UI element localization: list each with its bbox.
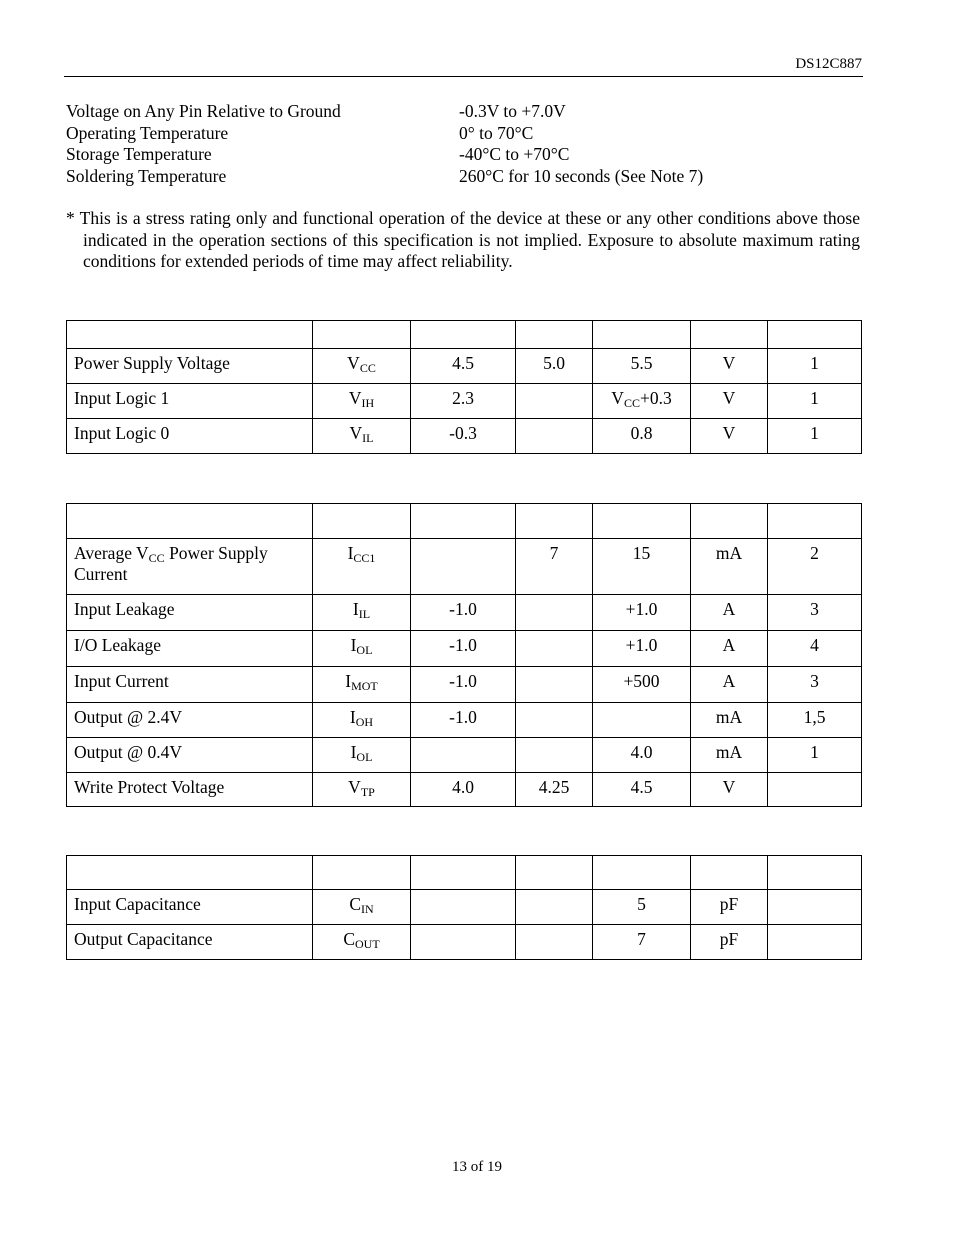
- typ-cell: [516, 595, 593, 631]
- notes-cell: 1: [768, 384, 862, 419]
- symbol-cell: $I_{CC1}$: [313, 539, 411, 595]
- typ-cell: [516, 419, 593, 454]
- dc-characteristics-table: [66, 503, 862, 807]
- rating-label: Voltage on Any Pin Relative to Ground: [66, 101, 341, 121]
- min-cell: 2.3: [411, 384, 516, 419]
- max-cell: 15: [593, 539, 691, 595]
- symbol-cell: $I_{IL}$: [313, 595, 411, 631]
- typ-cell: 4.25: [516, 773, 593, 807]
- min-cell: 4.5: [411, 349, 516, 384]
- typ-cell: 5.0: [516, 349, 593, 384]
- param-cell: Input Current: [67, 667, 313, 703]
- symbol-cell: $V_{IL}$: [313, 419, 411, 454]
- min-cell: [411, 890, 516, 925]
- typ-cell: [516, 890, 593, 925]
- rating-value: 260°C for 10 seconds (See Note 7): [459, 165, 704, 186]
- table-row: [67, 703, 862, 738]
- rating-label: Soldering Temperature: [66, 165, 227, 186]
- symbol-cell: $C_{IN}$: [313, 890, 411, 925]
- min-cell: 4.0: [411, 773, 516, 807]
- table-header-row: [67, 856, 862, 890]
- units-cell: A: [691, 667, 768, 703]
- typ-cell: [516, 925, 593, 960]
- max-cell: +500: [593, 667, 691, 703]
- min-cell: -1.0: [411, 667, 516, 703]
- table-row: [67, 539, 862, 595]
- symbol-cell: $I_{OL}$: [313, 738, 411, 773]
- table-row: [67, 738, 862, 773]
- max-cell: 4.5: [593, 773, 691, 807]
- min-cell: -0.3: [411, 419, 516, 454]
- rating-row: [66, 144, 703, 166]
- notes-cell: 1: [768, 419, 862, 454]
- typ-cell: [516, 384, 593, 419]
- max-cell: 5: [593, 890, 691, 925]
- max-cell: +1.0: [593, 595, 691, 631]
- max-cell: +1.0: [593, 631, 691, 667]
- param-cell: Input Capacitance: [67, 890, 313, 925]
- min-cell: [411, 738, 516, 773]
- max-cell: 0.8: [593, 419, 691, 454]
- operating-conditions-table: [66, 320, 862, 454]
- units-cell: pF: [691, 925, 768, 960]
- symbol-cell: $I_{OH}$: [313, 703, 411, 738]
- typ-cell: 7: [516, 539, 593, 595]
- units-cell: A: [691, 631, 768, 667]
- units-cell: mA: [691, 738, 768, 773]
- table-row: [67, 773, 862, 807]
- param-cell: Output @ 0.4V: [67, 738, 313, 773]
- header-rule: [64, 76, 863, 77]
- max-cell: 4.0: [593, 738, 691, 773]
- notes-cell: 1: [768, 349, 862, 384]
- units-cell: V: [691, 349, 768, 384]
- table-row: [67, 595, 862, 631]
- rating-value: 0° to 70°C: [459, 122, 534, 143]
- min-cell: [411, 925, 516, 960]
- min-cell: [411, 539, 516, 595]
- notes-cell: [768, 773, 862, 807]
- param-cell: Write Protect Voltage: [67, 773, 313, 807]
- units-cell: V: [691, 419, 768, 454]
- symbol-cell: $V_{CC}$: [313, 349, 411, 384]
- rating-label: Operating Temperature: [66, 122, 229, 143]
- typ-cell: [516, 631, 593, 667]
- table-row: [67, 384, 862, 419]
- notes-cell: 1: [768, 738, 862, 773]
- table-row: [67, 925, 862, 960]
- notes-cell: [768, 925, 862, 960]
- param-cell: Power Supply Voltage: [67, 349, 313, 384]
- min-cell: -1.0: [411, 703, 516, 738]
- param-cell: Input Logic 0: [67, 419, 313, 454]
- max-cell: 7: [593, 925, 691, 960]
- table-header-row: [67, 504, 862, 539]
- stress-note: * This is a stress rating only and functional operation of the device at these or any other conditions above those indicated in the operation sections of this specification is not implied. Exposure to absolute maximum rating conditions for extended periods of time may affect reliability.: [66, 208, 860, 271]
- absolute-ratings-list: [66, 101, 703, 187]
- notes-cell: 3: [768, 595, 862, 631]
- param-cell: I/O Leakage: [67, 631, 313, 667]
- notes-cell: [768, 890, 862, 925]
- units-cell: A: [691, 595, 768, 631]
- max-cell: $V_{CC}+0.3$: [593, 384, 691, 419]
- symbol-cell: $I_{OL}$: [313, 631, 411, 667]
- header-doc-id: DS12C887: [795, 56, 862, 72]
- units-cell: pF: [691, 890, 768, 925]
- page-number: 13 of 19: [452, 1159, 502, 1175]
- rating-row: [66, 123, 703, 145]
- rating-value: -40°C to +70°C: [459, 144, 570, 164]
- param-cell: Output Capacitance: [67, 925, 313, 960]
- units-cell: V: [691, 773, 768, 807]
- table-row: [67, 667, 862, 703]
- min-cell: -1.0: [411, 631, 516, 667]
- param-cell: Input Leakage: [67, 595, 313, 631]
- max-cell: 5.5: [593, 349, 691, 384]
- capacitance-table: [66, 855, 862, 960]
- rating-row: [66, 101, 703, 123]
- table-row: [67, 349, 862, 384]
- typ-cell: [516, 738, 593, 773]
- notes-cell: 1,5: [768, 703, 862, 738]
- param-cell: Output @ 2.4V: [67, 703, 313, 738]
- notes-cell: 4: [768, 631, 862, 667]
- units-cell: V: [691, 384, 768, 419]
- symbol-cell: $V_{TP}$: [313, 773, 411, 807]
- table-row: [67, 419, 862, 454]
- table-row: [67, 890, 862, 925]
- typ-cell: [516, 667, 593, 703]
- notes-cell: 2: [768, 539, 862, 595]
- table-row: [67, 631, 862, 667]
- rating-row: [66, 166, 703, 188]
- symbol-cell: $C_{OUT}$: [313, 925, 411, 960]
- min-cell: -1.0: [411, 595, 516, 631]
- units-cell: mA: [691, 703, 768, 738]
- param-cell: Average $V_{CC}$ Power Supply Current: [67, 539, 313, 595]
- param-cell: Input Logic 1: [67, 384, 313, 419]
- rating-label: Storage Temperature: [66, 144, 212, 164]
- typ-cell: [516, 703, 593, 738]
- notes-cell: 3: [768, 667, 862, 703]
- table-header-row: [67, 321, 862, 349]
- symbol-cell: $V_{IH}$: [313, 384, 411, 419]
- rating-value: -0.3V to +7.0V: [459, 101, 566, 121]
- symbol-cell: $I_{MOT}$: [313, 667, 411, 703]
- max-cell: [593, 703, 691, 738]
- units-cell: mA: [691, 539, 768, 595]
